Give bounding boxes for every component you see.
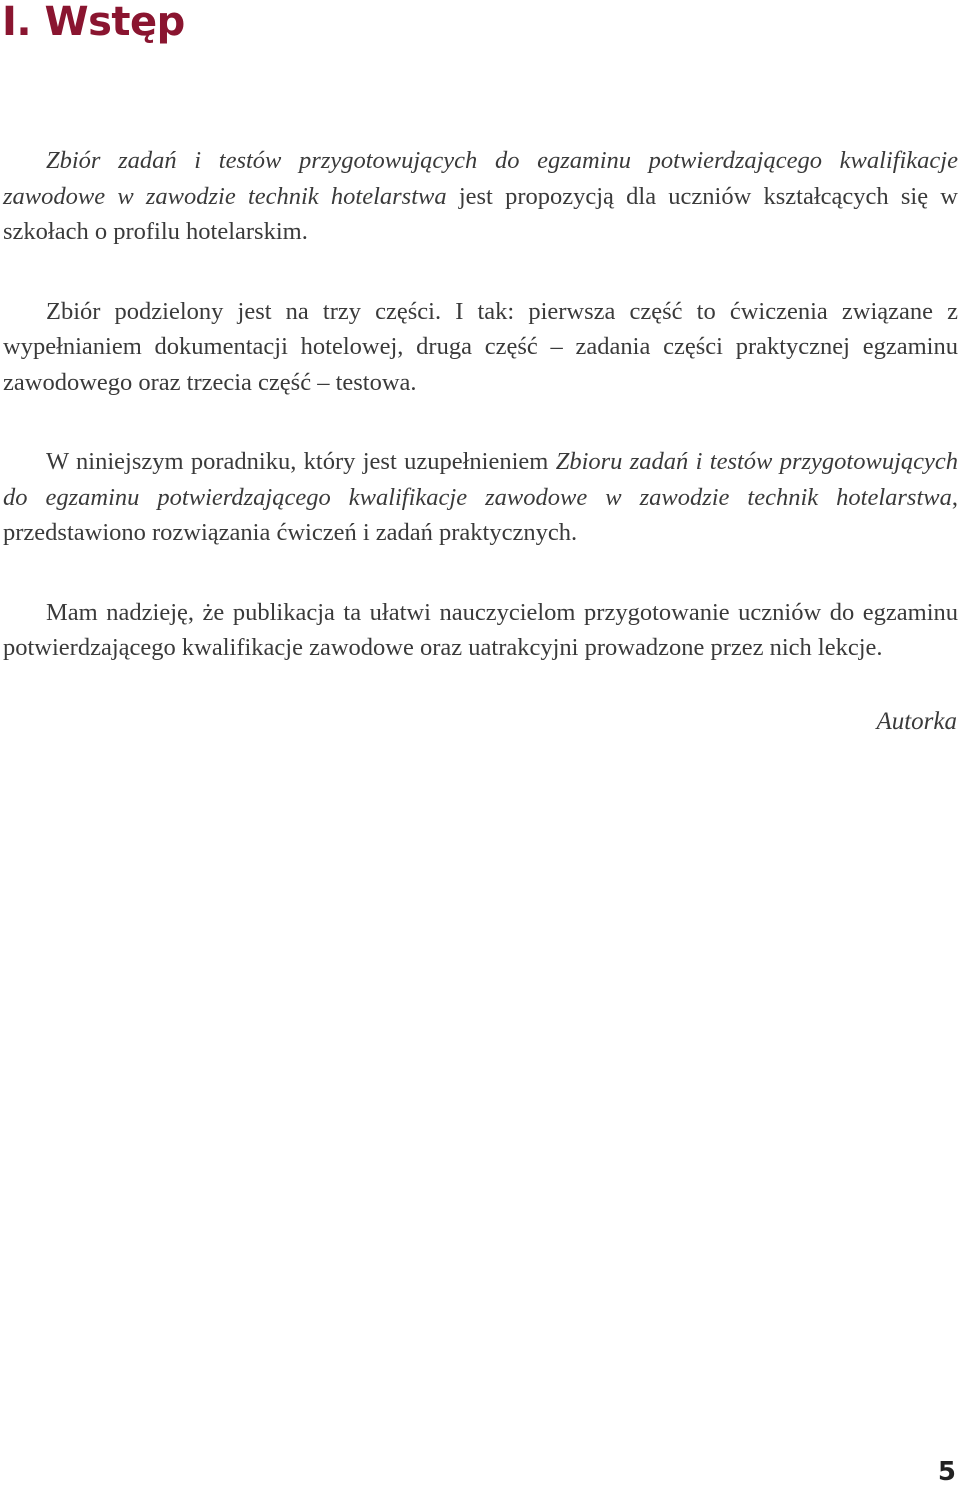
paragraph-text: Mam nadzieję, że publikacja ta ułatwi nauczycielom przygotowanie uczniów do egzaminu potwierdzającego kwalifikacje zawodowe oraz uatrakcyjni prowadzone przez nich lekcje. [3, 598, 958, 661]
paragraph-4 [3, 595, 958, 666]
paragraph-text: Zbiór podzielony jest na trzy części. I tak: pierwsza część to ćwiczenia związane z wypełnianiem dokumentacji hotelowej, druga część – zadania części praktycznej egzaminu zawodowego oraz trzecia część – testowa. [3, 297, 958, 396]
author-signature: Autorka [876, 708, 957, 735]
paragraph-text: , przedstawiono rozwiązania ćwiczeń i zadań praktycznych. [3, 483, 958, 546]
book-title-italic: Zbioru zadań i testów przygotowujących do egzaminu potwierdzającego kwalifikacje zawodowe w zawodzie technik hotelarstwa [3, 448, 958, 511]
paragraph-1 [3, 143, 958, 250]
paragraph-3 [3, 444, 958, 551]
paragraph-text: W niniejszym poradniku, który jest uzupełnieniem [46, 448, 556, 475]
page-number: 5 [937, 1457, 956, 1487]
body-text [3, 143, 958, 710]
paragraph-text: jest propozycją dla uczniów kształcących się w szkołach o profilu hotelarskim. [3, 182, 959, 245]
chapter-heading: I. Wstęp [2, 0, 185, 45]
book-title-italic: Zbiór zadań i testów przygotowujących do egzaminu potwierdzającego kwalifikacje zawodowe w zawodzie technik hotelarstwa [3, 147, 958, 210]
paragraph-2 [3, 294, 958, 401]
